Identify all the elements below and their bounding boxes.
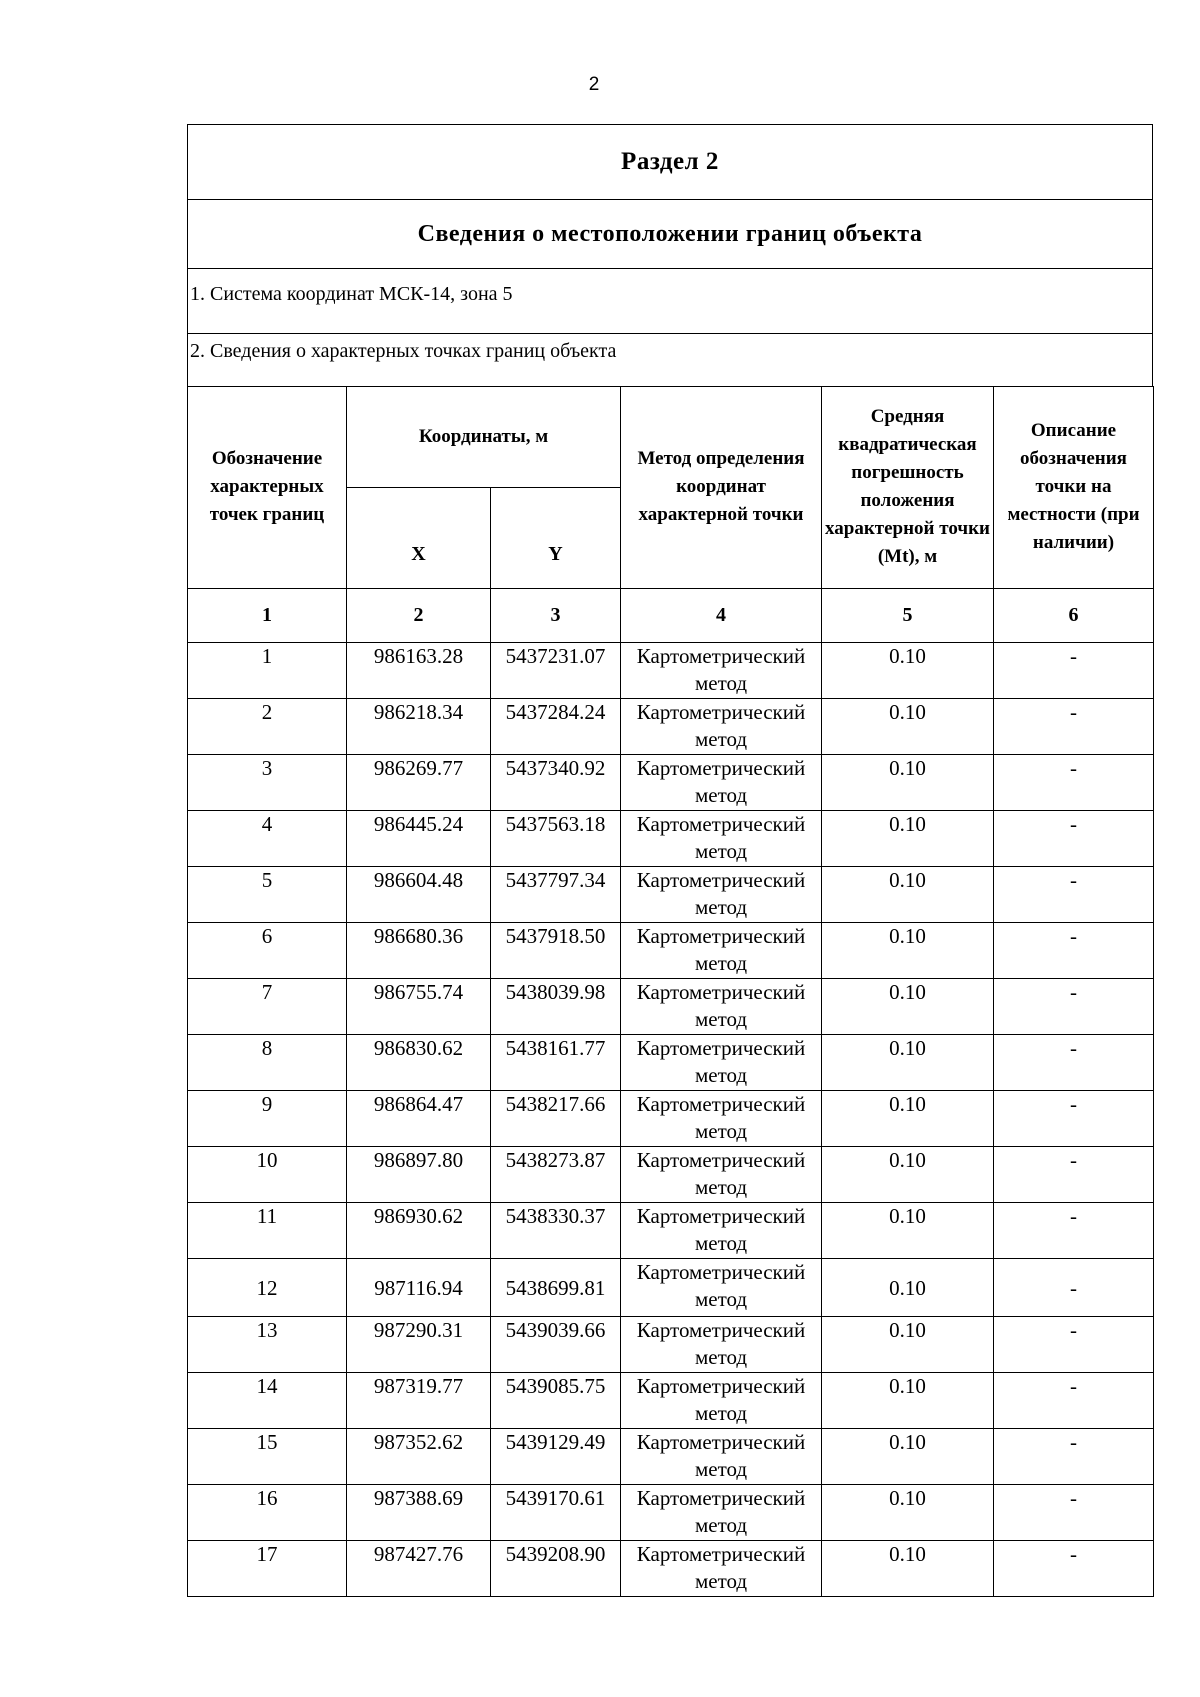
column-number: 4 xyxy=(621,588,822,642)
point-number: 6 xyxy=(188,922,347,978)
mean-error: 0.10 xyxy=(822,922,994,978)
header-description: Описание обозначения точки на местности (при наличии) xyxy=(994,386,1154,588)
coord-y: 5438217.66 xyxy=(491,1090,621,1146)
table-row xyxy=(188,1034,1154,1090)
coord-y: 5437918.50 xyxy=(491,922,621,978)
coord-y: 5438161.77 xyxy=(491,1034,621,1090)
point-number: 17 xyxy=(188,1540,347,1596)
coord-x: 987352.62 xyxy=(347,1428,491,1484)
point-number: 14 xyxy=(188,1372,347,1428)
points-caption-text: 2. Сведения о характерных точках границ объекта xyxy=(190,340,617,362)
header-method: Метод определения координат характерной точки xyxy=(621,386,822,588)
point-number: 5 xyxy=(188,866,347,922)
method-cell: Картометрический метод xyxy=(621,922,822,978)
point-number: 4 xyxy=(188,810,347,866)
point-description: - xyxy=(994,1428,1154,1484)
point-number: 16 xyxy=(188,1484,347,1540)
mean-error: 0.10 xyxy=(822,1090,994,1146)
mean-error: 0.10 xyxy=(822,810,994,866)
section-frame xyxy=(187,124,1153,387)
table-row xyxy=(188,1258,1154,1316)
mean-error: 0.10 xyxy=(822,1428,994,1484)
point-description: - xyxy=(994,1540,1154,1596)
table-row xyxy=(188,1202,1154,1258)
point-description: - xyxy=(994,1372,1154,1428)
point-description: - xyxy=(994,1202,1154,1258)
point-number: 9 xyxy=(188,1090,347,1146)
section-subtitle: Сведения о местоположении границ объекта xyxy=(188,200,1153,269)
mean-error: 0.10 xyxy=(822,698,994,754)
table-row xyxy=(188,810,1154,866)
coord-y: 5438330.37 xyxy=(491,1202,621,1258)
coord-y: 5439085.75 xyxy=(491,1372,621,1428)
method-cell: Картометрический метод xyxy=(621,1316,822,1372)
table-row xyxy=(188,1316,1154,1372)
mean-error: 0.10 xyxy=(822,1484,994,1540)
coord-x: 986269.77 xyxy=(347,754,491,810)
coord-x: 986163.28 xyxy=(347,642,491,698)
method-cell: Картометрический метод xyxy=(621,1428,822,1484)
point-number: 15 xyxy=(188,1428,347,1484)
table-row xyxy=(188,922,1154,978)
coord-x: 987319.77 xyxy=(347,1372,491,1428)
coord-y: 5439129.49 xyxy=(491,1428,621,1484)
method-cell: Картометрический метод xyxy=(621,698,822,754)
coord-x: 986680.36 xyxy=(347,922,491,978)
coord-x: 987290.31 xyxy=(347,1316,491,1372)
method-cell: Картометрический метод xyxy=(621,1202,822,1258)
point-number: 12 xyxy=(188,1258,347,1316)
coord-x: 987116.94 xyxy=(347,1258,491,1316)
table-row xyxy=(188,1540,1154,1596)
method-cell: Картометрический метод xyxy=(621,1484,822,1540)
coordinate-system-row xyxy=(188,269,1153,334)
point-number: 13 xyxy=(188,1316,347,1372)
table-row xyxy=(188,978,1154,1034)
coord-x: 986218.34 xyxy=(347,698,491,754)
coord-x: 986445.24 xyxy=(347,810,491,866)
coord-x: 987427.76 xyxy=(347,1540,491,1596)
coord-y: 5437797.34 xyxy=(491,866,621,922)
method-cell: Картометрический метод xyxy=(621,642,822,698)
column-number: 1 xyxy=(188,588,347,642)
page-number: 2 xyxy=(588,74,600,95)
coord-y: 5439208.90 xyxy=(491,1540,621,1596)
coord-x: 986604.48 xyxy=(347,866,491,922)
coord-y: 5439170.61 xyxy=(491,1484,621,1540)
column-number: 2 xyxy=(347,588,491,642)
coordinate-system-text: 1. Система координат МСК-14, зона 5 xyxy=(190,283,513,305)
coord-x: 986830.62 xyxy=(347,1034,491,1090)
method-cell: Картометрический метод xyxy=(621,866,822,922)
point-description: - xyxy=(994,1258,1154,1316)
table-row xyxy=(188,866,1154,922)
section-sheet xyxy=(187,124,1153,1597)
method-cell: Картометрический метод xyxy=(621,1090,822,1146)
point-description: - xyxy=(994,1090,1154,1146)
point-description: - xyxy=(994,698,1154,754)
mean-error: 0.10 xyxy=(822,1146,994,1202)
point-number: 10 xyxy=(188,1146,347,1202)
point-number: 8 xyxy=(188,1034,347,1090)
point-description: - xyxy=(994,1316,1154,1372)
coord-y: 5438699.81 xyxy=(491,1258,621,1316)
section-title: Раздел 2 xyxy=(188,125,1153,200)
method-cell: Картометрический метод xyxy=(621,1372,822,1428)
header-mean-error: Средняя квадратическая погрешность положения характерной точки (Mt), м xyxy=(822,386,994,588)
point-description: - xyxy=(994,1146,1154,1202)
table-row xyxy=(188,754,1154,810)
method-cell: Картометрический метод xyxy=(621,810,822,866)
table-row xyxy=(188,698,1154,754)
mean-error: 0.10 xyxy=(822,1372,994,1428)
coord-y: 5438039.98 xyxy=(491,978,621,1034)
table-row xyxy=(188,1484,1154,1540)
table-row xyxy=(188,1372,1154,1428)
table-row xyxy=(188,1090,1154,1146)
mean-error: 0.10 xyxy=(822,1258,994,1316)
header-point-designation: Обозначение характерных точек границ xyxy=(188,386,347,588)
coord-y: 5438273.87 xyxy=(491,1146,621,1202)
header-coordinates: Координаты, м xyxy=(347,386,621,487)
table-row xyxy=(188,1146,1154,1202)
mean-error: 0.10 xyxy=(822,642,994,698)
table-row xyxy=(188,642,1154,698)
point-number: 2 xyxy=(188,698,347,754)
coord-y: 5439039.66 xyxy=(491,1316,621,1372)
point-description: - xyxy=(994,1484,1154,1540)
coord-x: 987388.69 xyxy=(347,1484,491,1540)
coord-y: 5437231.07 xyxy=(491,642,621,698)
coord-y: 5437284.24 xyxy=(491,698,621,754)
mean-error: 0.10 xyxy=(822,1316,994,1372)
point-number: 1 xyxy=(188,642,347,698)
point-number: 11 xyxy=(188,1202,347,1258)
method-cell: Картометрический метод xyxy=(621,978,822,1034)
point-description: - xyxy=(994,978,1154,1034)
point-description: - xyxy=(994,810,1154,866)
column-number: 6 xyxy=(994,588,1154,642)
coord-y: 5437563.18 xyxy=(491,810,621,866)
mean-error: 0.10 xyxy=(822,866,994,922)
mean-error: 0.10 xyxy=(822,978,994,1034)
mean-error: 0.10 xyxy=(822,1034,994,1090)
header-y: Y xyxy=(491,487,621,588)
mean-error: 0.10 xyxy=(822,1202,994,1258)
point-description: - xyxy=(994,866,1154,922)
point-description: - xyxy=(994,754,1154,810)
points-table xyxy=(187,386,1154,1597)
point-description: - xyxy=(994,922,1154,978)
method-cell: Картометрический метод xyxy=(621,1258,822,1316)
column-number: 5 xyxy=(822,588,994,642)
point-description: - xyxy=(994,1034,1154,1090)
point-description: - xyxy=(994,642,1154,698)
column-numbers-row xyxy=(188,588,1154,642)
column-number: 3 xyxy=(491,588,621,642)
coord-x: 986755.74 xyxy=(347,978,491,1034)
coord-y: 5437340.92 xyxy=(491,754,621,810)
point-number: 3 xyxy=(188,754,347,810)
table-row xyxy=(188,1428,1154,1484)
coord-x: 986864.47 xyxy=(347,1090,491,1146)
method-cell: Картометрический метод xyxy=(621,1146,822,1202)
header-x: X xyxy=(347,487,491,588)
mean-error: 0.10 xyxy=(822,1540,994,1596)
method-cell: Картометрический метод xyxy=(621,1540,822,1596)
coord-x: 986897.80 xyxy=(347,1146,491,1202)
point-number: 7 xyxy=(188,978,347,1034)
points-caption-row xyxy=(188,334,1153,387)
coord-x: 986930.62 xyxy=(347,1202,491,1258)
method-cell: Картометрический метод xyxy=(621,1034,822,1090)
method-cell: Картометрический метод xyxy=(621,754,822,810)
mean-error: 0.10 xyxy=(822,754,994,810)
